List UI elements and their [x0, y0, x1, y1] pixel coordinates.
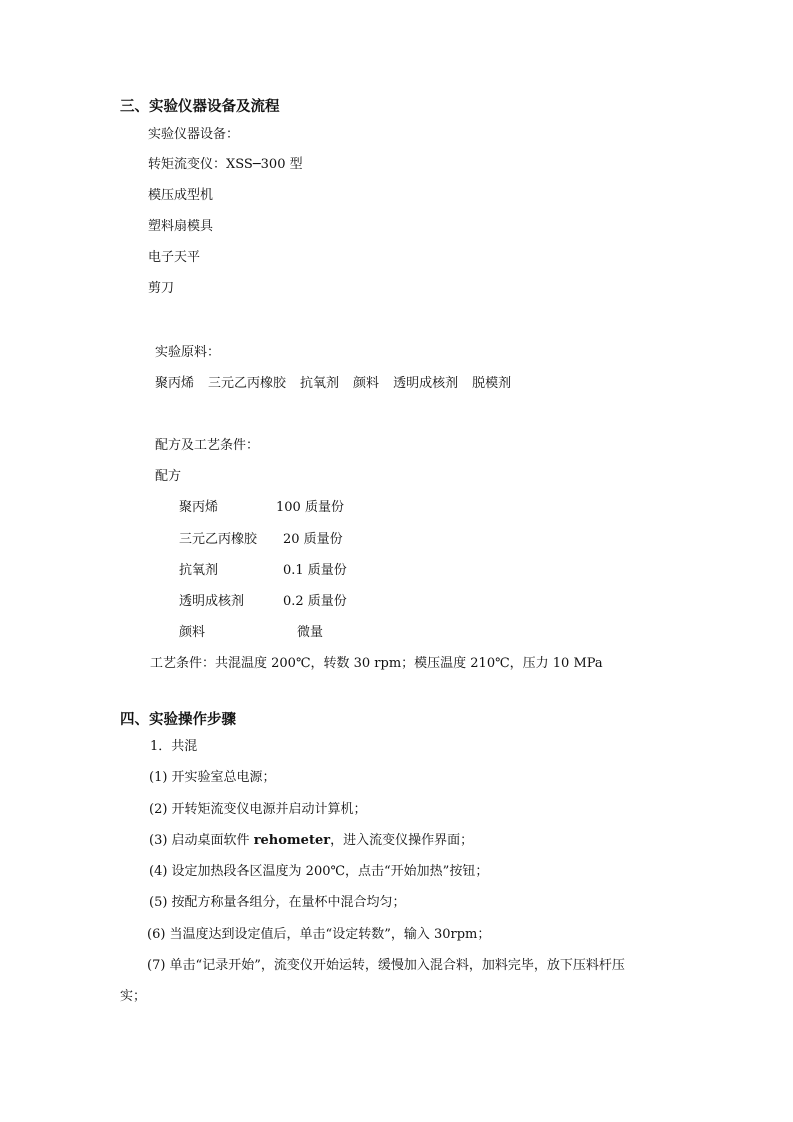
- software-name: rehometer: [253, 833, 331, 848]
- material-item: 三元乙丙橡胶: [208, 376, 287, 391]
- formula-name: 聚丙烯: [179, 500, 219, 515]
- step-group-title: 1．共混: [150, 739, 198, 754]
- equipment-item: 转矩流变仪：XSS─300 型: [148, 157, 303, 172]
- equipment-item: 电子天平: [148, 250, 201, 265]
- formula-name: 三元乙丙橡胶: [179, 532, 258, 547]
- material-item: 脱模剂: [472, 376, 512, 391]
- material-item: 聚丙烯: [155, 376, 195, 391]
- step-item: [149, 832, 473, 850]
- process-conditions: 工艺条件：共混温度 200℃，转数 30 rpm；模压温度 210℃，压力 10 MPa: [150, 656, 603, 671]
- step-item: (1) 开实验室总电源；: [149, 770, 276, 785]
- step-text: ，进入流变仪操作界面；: [330, 833, 474, 848]
- formula-subtitle: 配方: [155, 469, 182, 484]
- formula-amount: 0.2 质量份: [283, 594, 347, 609]
- formula-amount: 微量: [297, 625, 324, 640]
- material-item: 透明成核剂: [393, 376, 459, 391]
- section3-title: 三、实验仪器设备及流程: [120, 99, 280, 115]
- material-item: 颜料: [353, 376, 380, 391]
- formula-label: 配方及工艺条件：: [155, 438, 260, 453]
- formula-amount: 0.1 质量份: [283, 563, 347, 578]
- step-item: (6) 当温度达到设定值后，单击“设定转数”，输入 30rpm；: [147, 927, 491, 942]
- materials-label: 实验原料：: [155, 345, 221, 360]
- step-item: (2) 开转矩流变仪电源并启动计算机；: [149, 802, 367, 817]
- section4-title: 四、实验操作步骤: [120, 712, 236, 728]
- formula-name: 透明成核剂: [179, 594, 245, 609]
- equipment-item: 模压成型机: [148, 188, 214, 203]
- step-item: (4) 设定加热段各区温度为 200℃，点击“开始加热”按钮；: [149, 864, 489, 879]
- equipment-label: 实验仪器设备：: [148, 127, 240, 142]
- equipment-item: 剪刀: [148, 281, 175, 296]
- step-text: (3) 启动桌面软件: [149, 833, 254, 848]
- step-item: (7) 单击“记录开始”，流变仪开始运转，缓慢加入混合料，加料完毕，放下压料杆压: [147, 958, 625, 973]
- formula-amount: 100 质量份: [276, 500, 344, 515]
- step-item-continuation: 实；: [120, 989, 147, 1004]
- formula-name: 颜料: [179, 625, 206, 640]
- step-item: (5) 按配方称量各组分，在量杯中混合均匀；: [149, 895, 406, 910]
- formula-amount: 20 质量份: [283, 532, 343, 547]
- equipment-item: 塑料扇模具: [148, 219, 214, 234]
- material-item: 抗氧剂: [300, 376, 340, 391]
- materials-list: [155, 375, 511, 393]
- formula-name: 抗氧剂: [179, 563, 219, 578]
